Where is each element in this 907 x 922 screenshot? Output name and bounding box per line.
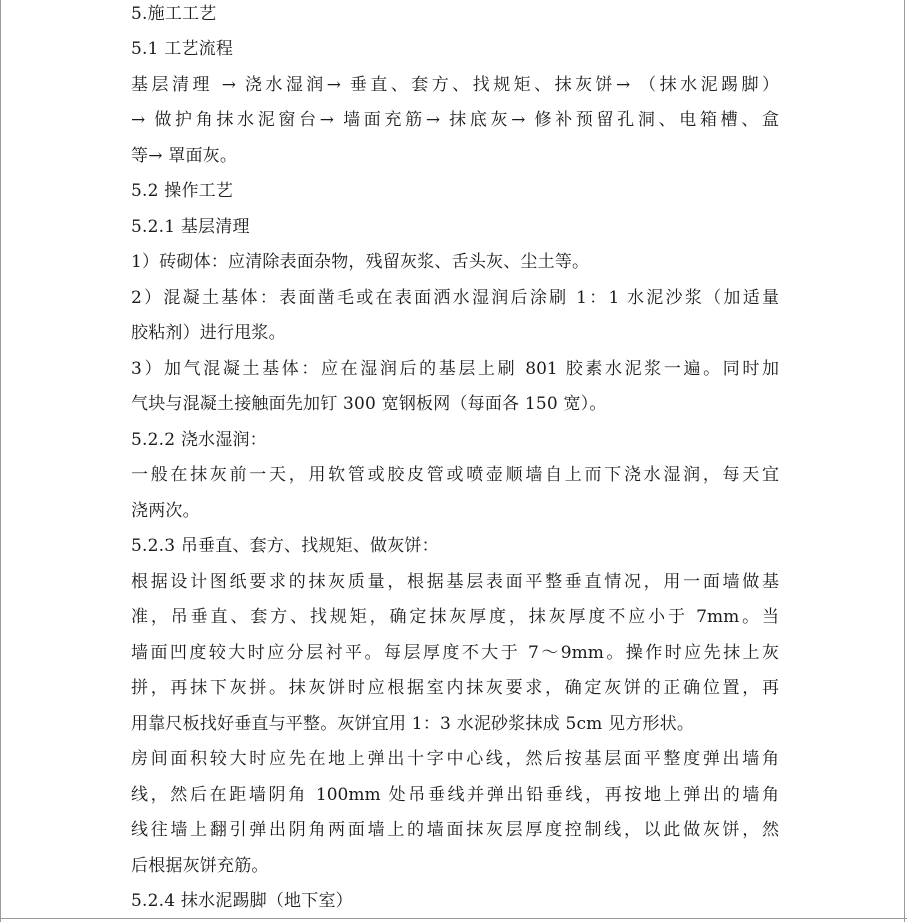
paragraph-line: 用靠尺板找好垂直与平整。灰饼宜用 1：3 水泥砂浆抹成 5cm 见方形状。 [131,714,695,734]
process-flow-line: → 做护角抹水泥窗台→ 墙面充筋→ 抹底灰→ 修补预留孔洞、电箱槽、盒 [131,110,779,130]
heading-5-2: 5.2 操作工艺 [131,181,234,201]
section-title: 5.施工工艺 [131,4,217,24]
list-item-aerated-concrete-cont: 气块与混凝土接触面先加钉 300 宽钢板网（每面各 150 宽）。 [131,394,607,414]
process-flow-line: 基层清理 → 浇水湿润→ 垂直、套方、找规矩、抹灰饼→ （抹水泥踢脚） [131,75,779,95]
paragraph-line: 房间面积较大时应先在地上弹出十字中心线，然后按基层面平整度弹出墙角 [131,749,779,769]
page-border-right [904,0,905,922]
paragraph-line: 后根据灰饼充筋。 [131,856,269,876]
list-item-masonry: 1）砖砌体：应清除表面杂物，残留灰浆、舌头灰、尘土等。 [131,252,590,272]
page-border-left [0,0,1,922]
paragraph-line: 墙面凹度较大时应分层衬平。每层厚度不大于 7～9mm。操作时应先抹上灰 [131,643,779,663]
paragraph-line: 拼，再抹下灰拼。抹灰饼时应根据室内抹灰要求，确定灰饼的正确位置，再 [131,678,779,698]
process-flow-line: 等→ 罩面灰。 [131,146,238,166]
heading-5-2-2: 5.2.2 浇水湿润： [131,430,267,450]
heading-5-2-3: 5.2.3 吊垂直、套方、找规矩、做灰饼： [131,536,439,556]
paragraph-line: 线，然后在距墙阴角 100mm 处吊垂线并弹出铅垂线，再按地上弹出的墙角 [131,785,779,805]
paragraph-line: 一般在抹灰前一天，用软管或胶皮管或喷壶顺墙自上而下浇水湿润，每天宜 [131,465,779,485]
heading-5-1: 5.1 工艺流程 [131,39,234,59]
list-item-concrete: 2）混凝土基体：表面凿毛或在表面洒水湿润后涂刷 1：1 水泥沙浆（加适量 [131,288,779,308]
list-item-concrete-cont: 胶粘剂）进行甩浆。 [131,323,286,343]
paragraph-line: 根据设计图纸要求的抹灰质量，根据基层表面平整垂直情况，用一面墙做基 [131,572,779,592]
heading-5-2-4: 5.2.4 抹水泥踢脚（地下室） [131,891,353,911]
paragraph-line: 浇两次。 [131,501,200,521]
paragraph-line: 准，吊垂直、套方、找规矩，确定抹灰厚度，抹灰厚度不应小于 7mm。当 [131,607,779,627]
page-border-bottom [0,918,907,919]
heading-5-2-1: 5.2.1 基层清理 [131,217,250,237]
paragraph-line: 线往墙上翻引弹出阴角两面墙上的墙面抹灰层厚度控制线，以此做灰饼，然 [131,820,779,840]
list-item-aerated-concrete: 3）加气混凝土基体：应在湿润后的基层上刷 801 胶素水泥浆一遍。同时加 [131,359,779,379]
